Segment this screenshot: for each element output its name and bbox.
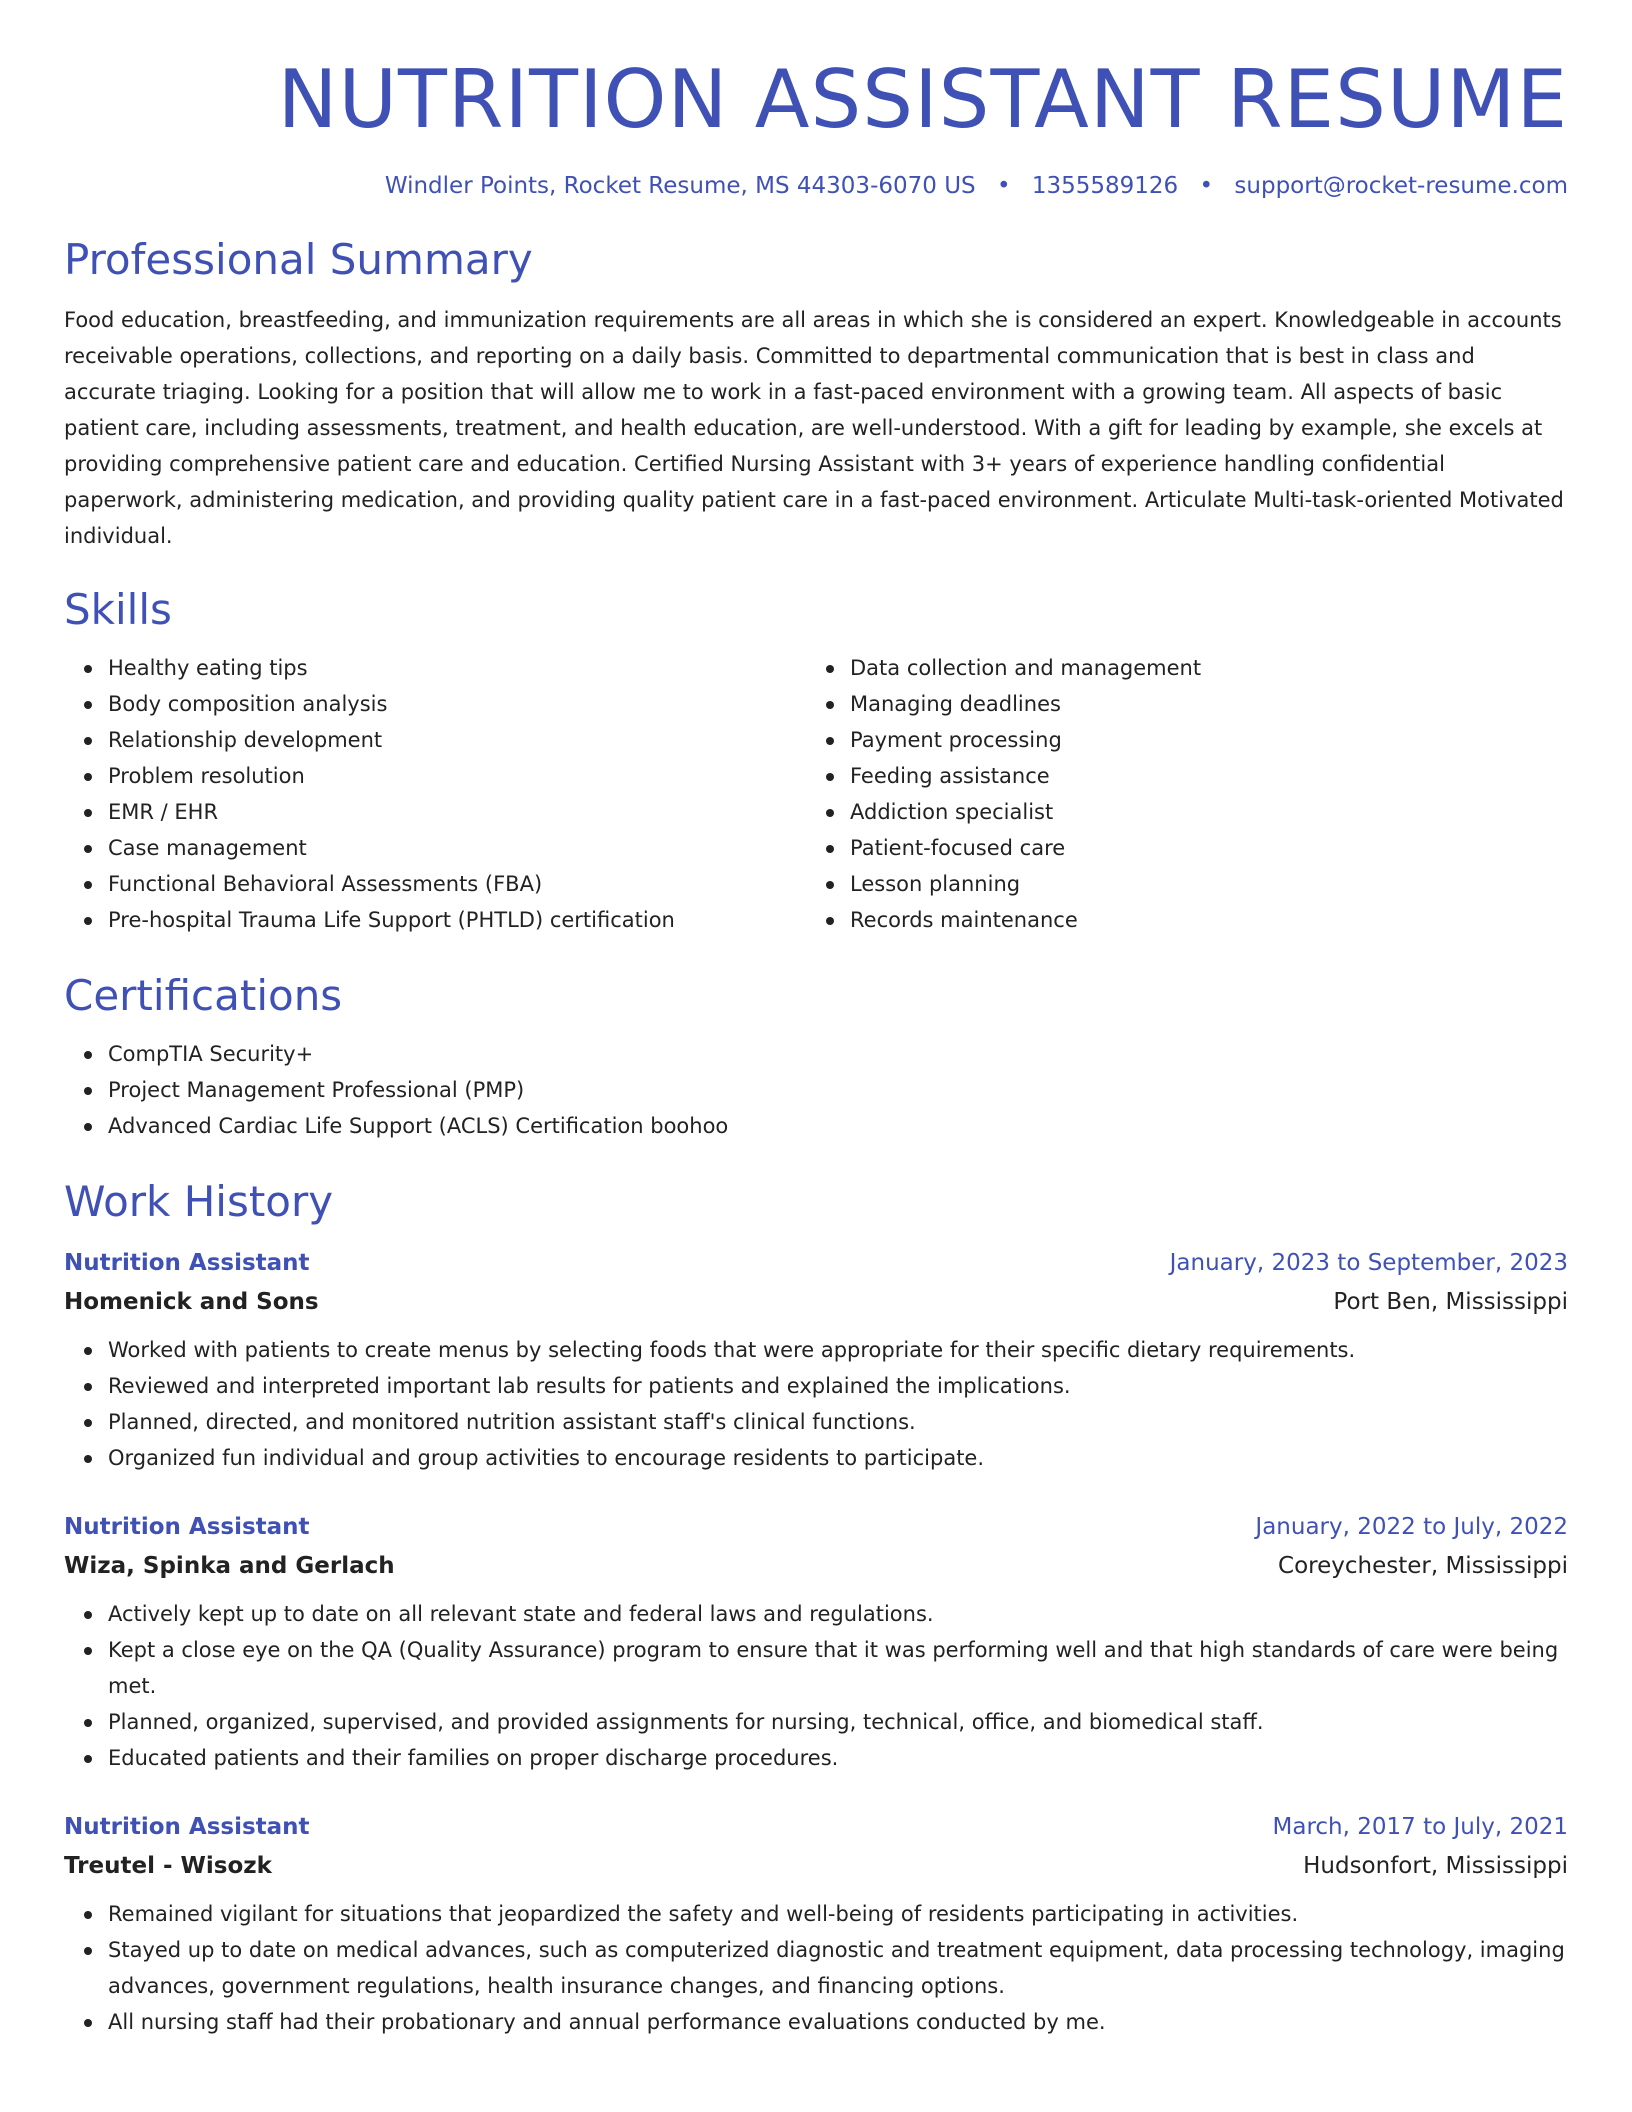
job-location: Coreychester, Mississippi: [1278, 1553, 1568, 1579]
job-bullet: Worked with patients to create menus by selecting foods that were appropriate for their specific dietary requirements.: [108, 1332, 1568, 1368]
job-header-row: [64, 1808, 1568, 1846]
skills-column-right: [806, 650, 1548, 938]
skill-item: Data collection and management: [850, 650, 1548, 686]
job-bullets: [64, 1332, 1568, 1476]
certifications-list: [64, 1036, 1568, 1144]
job-bullet: Reviewed and interpreted important lab results for patients and explained the implications.: [108, 1368, 1568, 1404]
certifications-heading: Certifications: [64, 971, 343, 1020]
resume-title: NUTRITION ASSISTANT RESUME: [277, 53, 1568, 146]
job-bullets: [64, 1896, 1568, 2040]
job-company-row: [64, 1846, 1568, 1886]
skill-item: Functional Behavioral Assessments (FBA): [108, 866, 806, 902]
job-title: Nutrition Assistant: [64, 1514, 310, 1540]
job-entry: [64, 1808, 1568, 2040]
job-dates: March, 2017 to July, 2021: [1272, 1814, 1568, 1840]
job-title: Nutrition Assistant: [64, 1814, 310, 1840]
skill-item: Body composition analysis: [108, 686, 806, 722]
contact-line: [64, 170, 1568, 202]
job-bullet: Actively kept up to date on all relevant state and federal laws and regulations.: [108, 1596, 1568, 1632]
job-header-row: [64, 1508, 1568, 1546]
skills-list-right: [806, 650, 1548, 938]
job-location: Hudsonfort, Mississippi: [1303, 1853, 1568, 1879]
skills-grid: [64, 650, 1568, 938]
job-dates: January, 2023 to September, 2023: [1169, 1250, 1568, 1276]
skill-item: Patient-focused care: [850, 830, 1548, 866]
job-company-row: [64, 1282, 1568, 1322]
job-title: Nutrition Assistant: [64, 1250, 310, 1276]
job-entry: [64, 1508, 1568, 1776]
job-bullet: Remained vigilant for situations that jeopardized the safety and well-being of residents participating in activities.: [108, 1896, 1568, 1932]
skill-item: Addiction specialist: [850, 794, 1548, 830]
work-history-heading: Work History: [64, 1177, 334, 1226]
job-entry: [64, 1244, 1568, 1476]
skills-column-left: [64, 650, 806, 938]
job-bullet: All nursing staff had their probationary and annual performance evaluations conducted by me.: [108, 2004, 1568, 2040]
skill-item: Records maintenance: [850, 902, 1548, 938]
skills-list-left: [64, 650, 806, 938]
skill-item: Healthy eating tips: [108, 650, 806, 686]
job-company: Homenick and Sons: [64, 1289, 319, 1315]
skill-item: Pre-hospital Trauma Life Support (PHTLD) certification: [108, 902, 806, 938]
certification-item: CompTIA Security+: [108, 1036, 1568, 1072]
job-bullet: Planned, directed, and monitored nutrition assistant staff's clinical functions.: [108, 1404, 1568, 1440]
skill-item: Payment processing: [850, 722, 1548, 758]
certification-item: Advanced Cardiac Life Support (ACLS) Certification boohoo: [108, 1108, 1568, 1144]
skill-item: Lesson planning: [850, 866, 1548, 902]
job-company-row: [64, 1546, 1568, 1586]
skill-item: EMR / EHR: [108, 794, 806, 830]
job-header-row: [64, 1244, 1568, 1282]
job-bullet: Organized fun individual and group activities to encourage residents to participate.: [108, 1440, 1568, 1476]
skill-item: Relationship development: [108, 722, 806, 758]
certification-item: Project Management Professional (PMP): [108, 1072, 1568, 1108]
job-bullet: Educated patients and their families on proper discharge procedures.: [108, 1740, 1568, 1776]
contact-separator: •: [996, 173, 1011, 199]
summary-text: Food education, breastfeeding, and immunization requirements are all areas in which she is considered an expert. Knowledgeable in accounts receivable operations, collections, and reporting on a daily basis. Committed to departmental communication that is best in class and accurate triaging. Looking for a position that will allow me to work in a fast-paced environment with a growing team. All aspects of basic patient care, including assessments, treatment, and health education, are well-understood. With a gift for leading by example, she excels at providing comprehensive patient care and education. Certified Nursing Assistant with 3+ years of experience handling confidential paperwork, administering medication, and providing quality patient care in a fast-paced environment. Articulate Multi-task-oriented Motivated individual.: [64, 308, 1564, 548]
job-company: Wiza, Spinka and Gerlach: [64, 1553, 395, 1579]
contact-separator: •: [1199, 173, 1214, 199]
skill-item: Problem resolution: [108, 758, 806, 794]
job-location: Port Ben, Mississippi: [1333, 1289, 1568, 1315]
job-company: Treutel - Wisozk: [64, 1853, 272, 1879]
skill-item: Feeding assistance: [850, 758, 1548, 794]
job-bullets: [64, 1596, 1568, 1776]
skill-item: Case management: [108, 830, 806, 866]
skill-item: Managing deadlines: [850, 686, 1548, 722]
contact-email: support@rocket-resume.com: [1234, 173, 1568, 199]
job-dates: January, 2022 to July, 2022: [1255, 1514, 1568, 1540]
contact-phone: 1355589126: [1031, 173, 1179, 199]
job-bullet: Stayed up to date on medical advances, such as computerized diagnostic and treatment equipment, data processing technology, imaging advances, government regulations, health insurance changes, and financing options.: [108, 1932, 1568, 2004]
summary-heading: Professional Summary: [64, 235, 533, 284]
contact-address: Windler Points, Rocket Resume, MS 44303-6070 US: [384, 173, 976, 199]
job-bullet: Planned, organized, supervised, and provided assignments for nursing, technical, office, and biomedical staff.: [108, 1704, 1568, 1740]
skills-heading: Skills: [64, 585, 172, 634]
job-bullet: Kept a close eye on the QA (Quality Assurance) program to ensure that it was performing well and that high standards of care were being met.: [108, 1632, 1568, 1704]
